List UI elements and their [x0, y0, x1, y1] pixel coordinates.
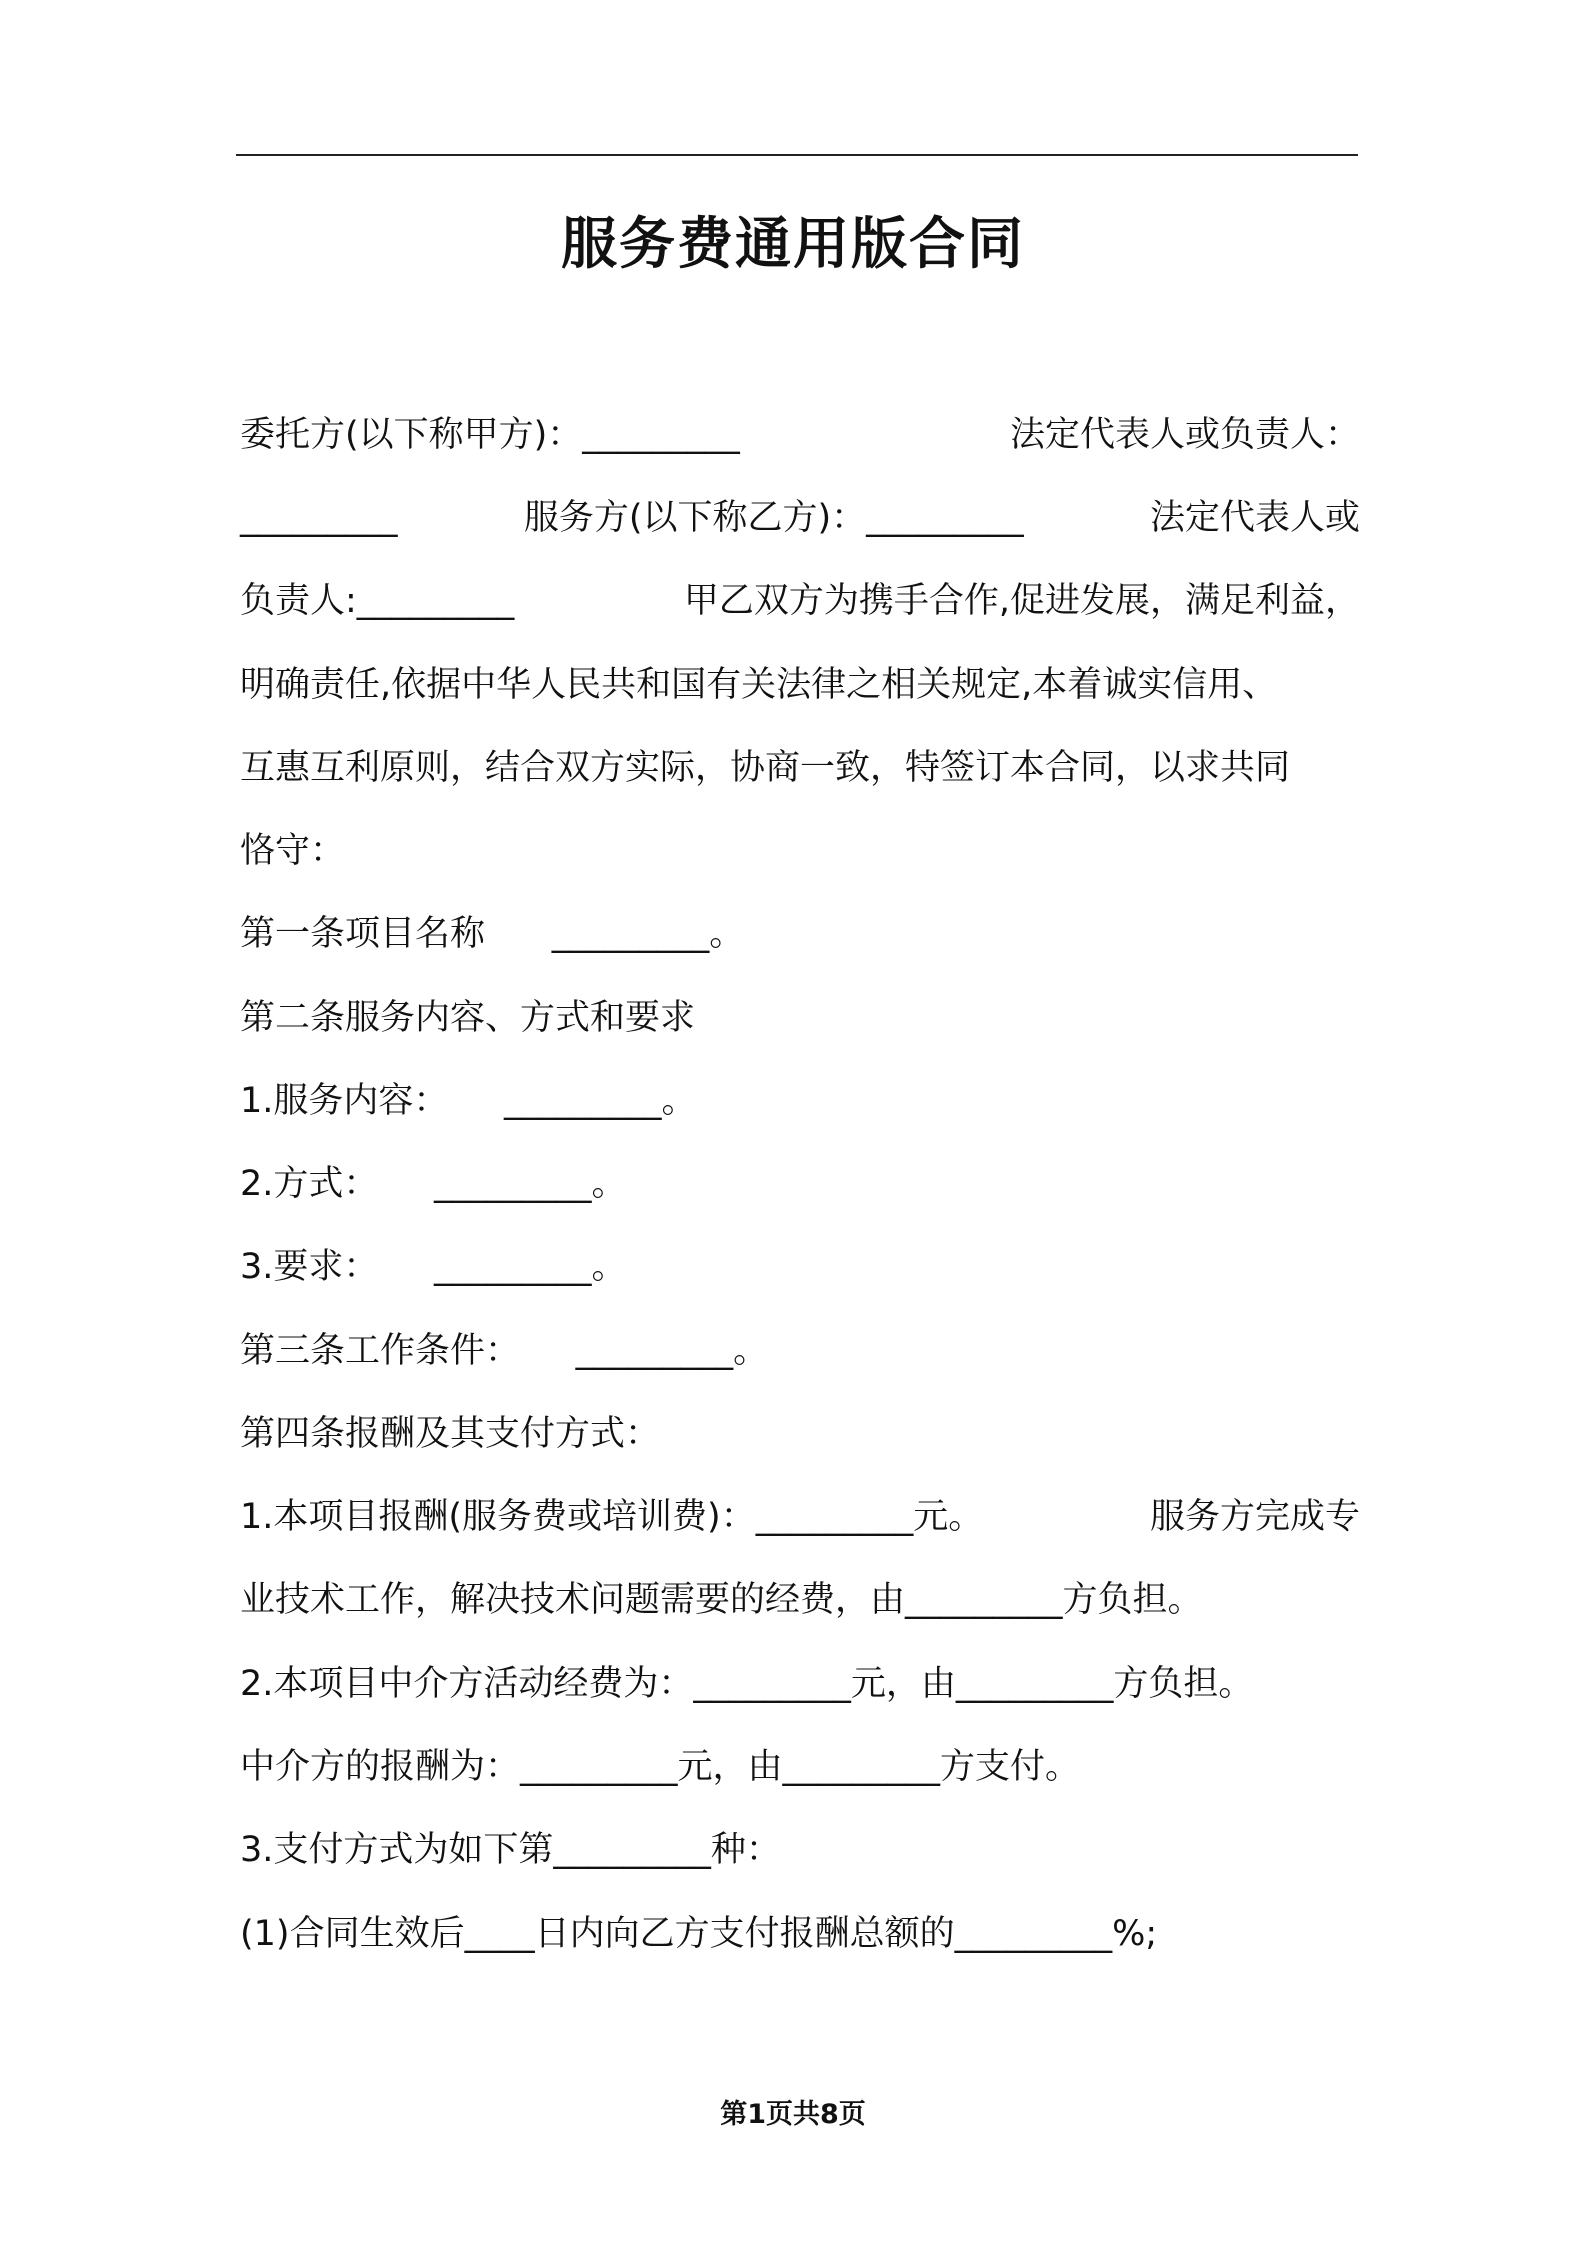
- document-title: 服务费通用版合同: [561, 212, 1025, 277]
- clause-item: [240, 1904, 1360, 1964]
- clause-item: [240, 1487, 1360, 1547]
- body-line: [240, 821, 1360, 881]
- article-heading: [240, 1321, 1360, 1381]
- text-segment: 第一条项目名称 _________。: [240, 914, 745, 954]
- body-line: [240, 405, 1360, 465]
- clause-item: [240, 1654, 1360, 1714]
- header-rule: [236, 154, 1358, 156]
- clause-item: [240, 1154, 1360, 1214]
- body-line: [240, 488, 1360, 548]
- clause-item: [240, 1820, 1360, 1880]
- text-segment: 2.方式： _________。: [240, 1164, 627, 1204]
- text-segment: 3.要求： _________。: [240, 1247, 627, 1287]
- clause-item: [240, 1237, 1360, 1297]
- text-segment: 1.本项目报酬(服务费或培训费)：_________元。: [240, 1497, 984, 1537]
- text-segment: _________: [240, 498, 398, 538]
- text-segment: (1)合同生效后____日内向乙方支付报酬总额的_________%;: [240, 1914, 1158, 1954]
- text-segment: 业技术工作，解决技术问题需要的经费，由_________方负担。: [240, 1580, 1203, 1620]
- article-heading: [240, 904, 1360, 964]
- text-segment: 服务方完成专: [1149, 1497, 1360, 1537]
- text-segment: 第二条服务内容、方式和要求: [240, 998, 696, 1038]
- article-heading: [240, 988, 1360, 1048]
- page-number: 第1页共8页: [720, 2099, 866, 2130]
- text-segment: 1.服务内容： _________。: [240, 1081, 697, 1121]
- text-segment: 法定代表人或: [1149, 498, 1360, 538]
- text-segment: 第四条报酬及其支付方式：: [240, 1414, 661, 1454]
- clause-item: [240, 1071, 1360, 1131]
- body-line: [240, 738, 1360, 798]
- body-line: [240, 1737, 1360, 1797]
- text-segment: 中介方的报酬为：_________元，由_________方支付。: [240, 1747, 1081, 1787]
- text-segment: 负责人:_________: [240, 581, 515, 621]
- text-segment: 委托方(以下称甲方)：_________: [240, 415, 740, 455]
- text-segment: 明确责任,依据中华人民共和国有关法律之相关规定,本着诚实信用、: [240, 665, 1278, 705]
- text-segment: 3.支付方式为如下第_________种：: [240, 1830, 781, 1870]
- text-segment: 互惠互利原则，结合双方实际，协商一致，特签订本合同，以求共同: [240, 748, 1291, 788]
- text-segment: 2.本项目中介方活动经费为：_________元，由_________方负担。: [240, 1664, 1254, 1704]
- text-segment: 恪守：: [240, 831, 346, 871]
- text-segment: 第三条工作条件： _________。: [240, 1331, 769, 1371]
- body-line: [240, 1570, 1360, 1630]
- text-segment: 服务方(以下称乙方)：_________: [523, 498, 1024, 538]
- text-segment: 法定代表人或负责人：: [1009, 415, 1360, 455]
- text-segment: 甲乙双方为携手合作,促进发展，满足利益，: [683, 581, 1360, 621]
- body-line: [240, 655, 1360, 715]
- article-heading: [240, 1404, 1360, 1464]
- body-line: [240, 571, 1360, 631]
